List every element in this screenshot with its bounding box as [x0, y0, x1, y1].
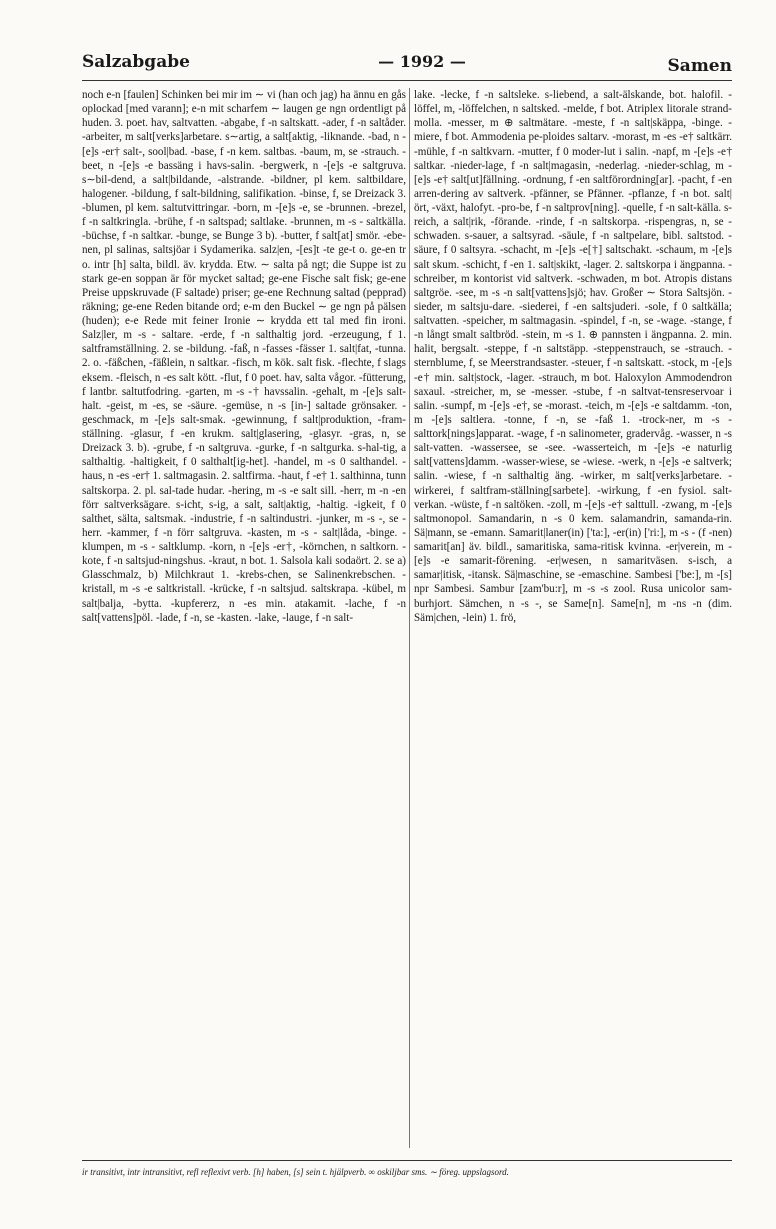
- header-last-headword: Samen: [667, 56, 732, 76]
- page-header: [82, 50, 732, 81]
- header-first-headword: Salzabgabe: [82, 52, 190, 72]
- abbreviation-footer: ir transitivt, intr intransitivt, refl reflexivt verb. [h] haben, [s] sein t. hjälpverb. ∞ oskiljbar sms. ∼ föreg. uppslagsord.: [82, 1160, 732, 1178]
- page-number: — 1992 —: [378, 52, 466, 71]
- right-column: [414, 88, 732, 1150]
- left-column: [82, 88, 406, 1150]
- left-column-text: noch e-n [faulen] Schinken bei mir im ∼ vi (han och jag) ha ännu en gås oplockad [med varann]; e-n mit scharfem ∼ laugen ge ngn ordentligt på huden. 3. poet. hav, saltvatten. -abgabe, f -n saltskatt. -ader, f -n saltåder. -arbeiter, m salt[verks]arbetare. s∼artig, a salt[aktig, -liknande. -bad, n -[e]s -er† salt-, sool|bad. -base, f -n kem. saltbas. -baum, m, se -strauch. -beet, n -[e]s -e bassäng i havs-salin. -bergwerk, n -[e]s -e saltgruva. s∼bil-dend, a salt|bildande, -alstrande. -bildner, pl kem. saltbildare, halogener. -bildung, f salt-bildning, salifikation. -binse, f, se Dreizack 3. -blumen, pl kem. saltutvittringar. -born, m -[e]s -e, se -brunnen. -brezel, f -n saltkringla. -brühe, f -n saltspad; saltlake. -brunnen, m -s - saltkälla. -büchse, f -n saltkar. -bunge, se Bunge 3 b). -butter, f salt[at] smör. -ebe-nen, pl salinas, saltsjöar i Sydamerika. salz|en, -[es]t -te ge-t o. ge-en tr o. intr [h] salta, bildl. äv. krydda. Etw. ∼ salta på ngt; die Suppe ist zu stark ge-en soppan är för mycket saltad; ge-ene Fische salt fisk; ge-ene Preise uppskruvade (F saltade) priser; ge-ene Rechnung saltad (pepprad) räkning; ge-ene Reden bitande ord; e-m den Buckel ∼ ge ngn på pälsen (huden); e-e Rede mit feiner Ironie ∼ krydda ett tal med fin ironi. Salz|ler, m -s - saltare. -erde, f -n salthaltig jord. -erzeugung, f 1. saltframställning. 2. se -bildung. -faß, n -fasses -fässer 1. salt|fat, -tunna. 2. o. -fäßchen, -fäßlein, n saltkar. -fisch, m kök. salt fisk. -flechte, f slags eksem. -fleisch, n -es salt kött. -flut, f 0 poet. hav, salta vågor. -fütterung, f lantbr. saltutfodring. -garten, m -s -† havssalin. -gehalt, m -[e]s salt-halt. -geist, m -es, se -säure. -gemüse, n -s [in-] saltade grönsaker. -geschmack, m -[e]s salt-smak. -gewinnung, f salt|produktion, -fram-ställning. -glasur, f -en krukm. salt|glasering, -glasyr. -gras, n, se Dreizack 3. b). -grube, f -n saltgruva. -gurke, f -n saltgurka. s-hal-tig, a salthaltig. -haltigkeit, f 0 salthalt[ig-het]. -handel, m -s 0 salthandel. -haus, n -es -er† 1. saltmagasin. 2. saltfirma. -haut, f -e† 1. salthinna, tunn saltskorpa. 2. pl. sal-tade hudar. -hering, m -s -e salt sill. -herr, m -n -en förr saltverksägare. s-icht, s-ig, a salt, salt|aktig, -haltig. -igkeit, f 0 salthet, sälta, saltsmak. -industrie, f -n saltindustri. -junker, m -s -, se -herr. -kammer, f -n förr saltgruva. -kasten, m -s - salt|låda, -binge. -klumpen, m -s - saltklump. -korn, n -[e]s -er†, -körnchen, n saltkorn. -kote, f -n saltsjud-ningshus. -kraut, n bot. 1. Salsola kali sodaört. 2. se a) Glasschmalz, b) Milchkraut 1. -krebs-chen, se Salinenkrebschen. -kristall, m -s -e saltkristall. -krücke, f -n saltsjud. saltskrapa. -kübel, m salt|balja, -bytta. -kupfererz, n -es min. atakamit. -lache, f -n salt[vattens]pöl. -lade, f -n, se -kasten. -lake, -lauge, f -n salt-: [82, 89, 406, 624]
- right-column-text: lake. -lecke, f -n saltsleke. s-liebend, a salt-älskande, bot. halofil. -löffel, m, -löffelchen, n saltsked. -melde, f bot. Atriplex litorale strand-molla. -messer, m ⊕ saltmätare. -meste, f -n salt|skäppa, -binge. -miere, f bot. Ammodenia pe-ploides saltarv. -morast, m -es -e† saltkärr. -mühle, f -n saltkvarn. -mutter, f 0 moder-lut i salin. -napf, m -[e]s -e† saltkar. -nieder-lage, f -n salt|magasin, -nederlag. -nieder-schlag, m -[e]s -e† salt[ut]fällning. -ordnung, f -en saltförordning[ar]. -pacht, f -en arren-dering av saltverk. -pfänner, se Pfänner. -pflanze, f -n bot. salt|ört, -växt, halofyt. -pro-be, f -n saltprov[ning]. -quelle, f -n salt-källa. s-reich, a salt|rik, -förande. -rinde, f -n saltskorpa. -rispengras, n, se -schwaden. s-sauer, a saltsyrad. -säule, f -n saltpelare, bibl. saltstod. -säure, f 0 saltsyra. -schacht, m -[e]s -e[†] saltschakt. -schaum, m -[e]s salt skum. -schicht, f -en 1. salt|skikt, -lager. 2. saltskorpa i ängpanna. -schreiber, m kontorist vid saltverk. -schwaden, m bot. Atropis distans saltgröe. -see, m -s -n salt[vattens]sjö; hav. Großer ∼ Stora Saltsjön. -sieder, m saltsju-dare. -siederei, f -en saltsjuderi. -sole, f 0 saltkälla; saltvatten. -speicher, m saltmagasin. -spindel, f -n, se -wage. -stange, f -n långt smalt saltbröd. -stein, m -s 1. ⊕ pannsten i ängpanna. 2. min. halit, bergsalt. -steppe, f -n saltstäpp. -steppenstrauch, se -strauch. -sternblume, f, se Meerstrandsaster. -steuer, f -n saltskatt. -stock, m -[e]s -e† min. salt|stock, -lager. -strauch, m bot. Haloxylon Ammodendron saxaul. -streicher, m, se -messer. -stube, f -n saltvat-tensreservoar i salin. -sumpf, m -[e]s -e†, se -morast. -teich, m -[e]s -e saltdamm. -ton, m -[e]s saltlera. -tonne, f -n, se -faß 1. -trock-ner, m -s - salttork[nings]apparat. -wage, f -n salinometer, gradervåg. -wasser, n -s salt-vatten. -wassersee, se -see. -wasserteich, m -[e]s -e naturlig salt[vattens]damm. -wasser-wiese, se -wiese. -werk, n -[e]s -e saltverk; salin. -wiese, f -n salthaltig äng. -wirker, m salt[verks]arbetare. -wirkerei, f saltfram-ställning[sarbete]. -wirkung, f -en fysiol. salt-verkan. -wüste, f -n saltöken. -zoll, m -[e]s -e† salttull. -zwang, m -[e]s saltmonopol. Samandarin, n -s 0 kem. salamandrin, samanda-rin. Sä|mann, se -emann. Samarit|laner(in) ['ta:], -er(in) ['ri:], m -s - (f -nen) samarit[an] äv. bildl., samaritiska, sama-ritisk kvinna. -er|verein, m -[e]s -e samarit-förening. -er|wesen, n samaritväsen. s-isch, a samar|itisk, -itansk. Sä|maschine, se -emaschine. Sambesi ['be:], m -[s] npr Sambesi. Sambur [zam'bu:r], m -s -s zool. Rusa unicolor sam-burhjort. Sämchen, n -s -, se Same[n]. Same[n], m -ns -n (dim. Säm|chen, -lein) 1. frö,: [414, 89, 732, 624]
- column-divider: [409, 88, 410, 1148]
